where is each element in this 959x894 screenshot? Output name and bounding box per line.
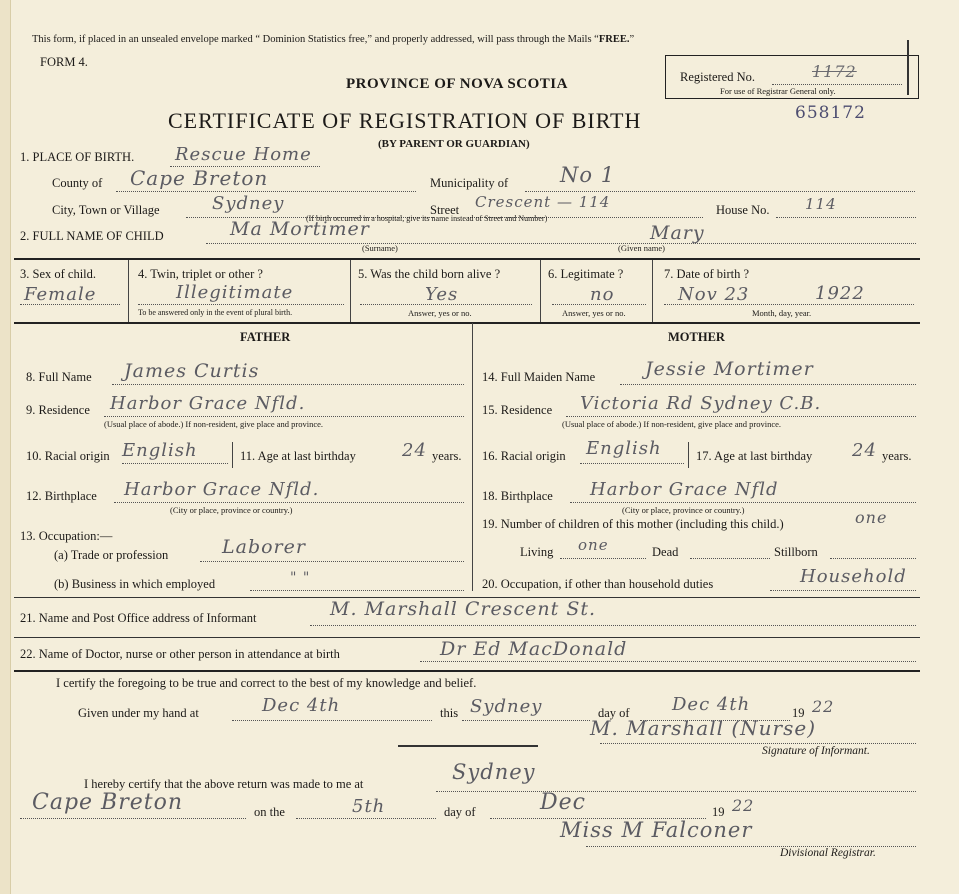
mother-age-unit: years.	[882, 449, 912, 463]
year-prefix: 19	[792, 706, 805, 720]
given-line	[232, 720, 432, 721]
col-sep-1	[128, 260, 129, 322]
county-label: County of	[52, 176, 103, 190]
mother-occupation-label: 20. Occupation, if other than household duties	[482, 577, 714, 591]
date-year: 1922	[815, 283, 865, 304]
mother-stillborn-label: Stillborn	[774, 545, 818, 559]
street-label: Street	[430, 203, 460, 217]
mother-birthplace-value: Harbor Grace Nfld	[590, 479, 779, 500]
mother-origin-label: 16. Racial origin	[482, 449, 566, 463]
this-line	[462, 720, 590, 721]
registrar-day-of-label: day of	[444, 805, 476, 819]
twin-line	[138, 304, 344, 305]
mail-notice-free: FREE.	[598, 34, 630, 45]
registrar-month-value: Dec	[540, 790, 586, 815]
street-value: Crescent — 114	[475, 193, 611, 211]
informant-label: 21. Name and Post Office address of Informant	[20, 611, 257, 625]
child-given-value: Mary	[650, 222, 705, 244]
registered-value: 1172	[812, 62, 857, 81]
col-sep-4	[652, 260, 653, 322]
twin-label: 4. Twin, triplet or other ?	[138, 267, 263, 281]
sex-value: Female	[24, 284, 97, 305]
mother-children-value: one	[855, 508, 888, 527]
given-value: Dec 4th	[262, 695, 341, 716]
certificate-subtitle: (BY PARENT OR GUARDIAN)	[378, 138, 530, 150]
province-heading: PROVINCE OF NOVA SCOTIA	[346, 76, 568, 92]
registrar-signature: Miss M Falconer	[560, 818, 753, 842]
col-sep-3	[540, 260, 541, 322]
county-line	[116, 191, 416, 192]
mother-occupation-value: Household	[800, 566, 907, 587]
house-label: House No.	[716, 203, 770, 217]
father-age-label: 11. Age at last birthday	[240, 449, 356, 463]
place-label: 1. PLACE OF BIRTH.	[20, 150, 135, 164]
father-heading: FATHER	[240, 330, 291, 344]
father-business-line	[250, 590, 464, 591]
father-name-line	[112, 384, 464, 385]
father-birthplace-value: Harbor Grace Nfld.	[124, 479, 320, 500]
day-of-label: day of	[598, 706, 630, 720]
father-occupation-label: 13. Occupation:—	[20, 529, 113, 543]
doctor-label: 22. Name of Doctor, nurse or other person in attendance at birth	[20, 647, 340, 661]
date-label: 7. Date of birth ?	[664, 267, 750, 281]
given-label: Given under my hand at	[78, 706, 199, 720]
form-number: FORM 4.	[40, 55, 88, 69]
father-name-value: James Curtis	[124, 360, 260, 382]
registrar-line	[436, 791, 916, 792]
father-origin-label: 10. Racial origin	[26, 449, 110, 463]
registrar-line-value: Sydney	[452, 760, 536, 784]
county-value: Cape Breton	[130, 166, 269, 190]
mother-birthplace-label: 18. Birthplace	[482, 489, 553, 503]
mother-origin-sep	[688, 442, 689, 468]
registrar-line-label: I hereby certify that the above return was made to me at	[84, 777, 364, 791]
father-birthplace-note: (City or place, province or country.)	[170, 505, 293, 515]
mother-origin-value: English	[586, 438, 662, 459]
mother-age-label: 17. Age at last birthday	[696, 449, 813, 463]
father-age-unit: years.	[432, 449, 462, 463]
mother-living-line	[560, 558, 646, 559]
mail-notice	[32, 34, 634, 45]
father-residence-label: 9. Residence	[26, 403, 90, 417]
day-line	[296, 818, 436, 819]
mother-name-label: 14. Full Maiden Name	[482, 370, 596, 384]
date-note: Month, day, year.	[752, 308, 812, 318]
father-residence-value: Harbor Grace Nfld.	[110, 393, 306, 414]
year-value: 22	[812, 697, 835, 716]
mother-name-line	[620, 384, 916, 385]
child-line	[206, 243, 916, 244]
street-note: (If birth occurred in a hospital, give its name instead of Street and Number)	[306, 214, 548, 223]
this-value: Sydney	[470, 696, 543, 717]
father-business-value: " "	[290, 570, 311, 586]
mother-heading: MOTHER	[668, 330, 725, 344]
father-birthplace-line	[114, 502, 464, 503]
given-caption: (Given name)	[618, 243, 665, 253]
father-trade-line	[200, 561, 464, 562]
municipality-label: Municipality of	[430, 176, 509, 190]
divider-certify	[14, 670, 920, 672]
day-of-value: Dec 4th	[672, 694, 751, 715]
mother-stillborn-line	[830, 558, 916, 559]
paper-edge	[0, 0, 11, 894]
stamp-number: 658172	[795, 103, 866, 123]
mother-dead-label: Dead	[652, 545, 679, 559]
stamp-mark	[907, 40, 909, 95]
alive-label: 5. Was the child born alive ?	[358, 267, 501, 281]
registrar-caption: Divisional Registrar.	[780, 847, 876, 859]
father-birthplace-label: 12. Birthplace	[26, 489, 97, 503]
father-origin-sep	[232, 442, 233, 468]
divider-mid	[14, 322, 920, 324]
registrar-use-note: For use of Registrar General only.	[720, 86, 836, 96]
certificate-title: CERTIFICATE OF REGISTRATION OF BIRTH	[168, 108, 642, 133]
certify-statement: I certify the foregoing to be true and correct to the best of my knowledge and belief.	[56, 676, 477, 690]
surname-caption: (Surname)	[362, 243, 398, 253]
registrar-county-value: Cape Breton	[32, 790, 184, 815]
municipality-line	[525, 191, 915, 192]
child-surname-value: Ma Mortimer	[230, 218, 370, 240]
registrar-county-line	[20, 818, 246, 819]
father-origin-line	[122, 463, 228, 464]
mother-living-value: one	[578, 536, 609, 554]
alive-note: Answer, yes or no.	[408, 308, 472, 318]
alive-value: Yes	[425, 284, 459, 305]
informant-signature: M. Marshall (Nurse)	[590, 716, 817, 740]
mother-birthplace-note: (City or place, province or country.)	[622, 505, 745, 515]
this-label: this	[440, 706, 459, 720]
father-residence-line	[104, 416, 464, 417]
mother-residence-value: Victoria Rd Sydney C.B.	[580, 393, 822, 414]
father-business-label: (b) Business in which employed	[54, 577, 216, 591]
mail-notice-text: This form, if placed in an unsealed envelope marked “ Dominion Statistics free,” and properly addressed, will pass through the Mails “	[32, 34, 599, 45]
registrar-year-prefix: 19	[712, 805, 725, 819]
house-line	[776, 217, 916, 218]
date-value: Nov 23	[678, 284, 750, 305]
mail-notice-close: ”	[629, 34, 635, 45]
doctor-value: Dr Ed MacDonald	[440, 638, 628, 660]
mother-origin-line	[580, 463, 684, 464]
divider-top	[14, 258, 920, 260]
city-label: City, Town or Village	[52, 203, 160, 217]
mother-living-label: Living	[520, 545, 554, 559]
municipality-value: No 1	[560, 163, 616, 187]
child-label: 2. FULL NAME OF CHILD	[20, 229, 164, 243]
mother-name-value: Jessie Mortimer	[645, 358, 814, 380]
registered-line	[772, 84, 902, 85]
informant-line	[310, 625, 916, 626]
mother-children-label: 19. Number of children of this mother (including this child.)	[482, 517, 784, 531]
father-trade-label: (a) Trade or profession	[54, 548, 169, 562]
mother-occupation-line	[770, 590, 916, 591]
separator-rule	[398, 745, 538, 747]
registrar-day-value: 5th	[352, 796, 386, 817]
col-sep-2	[350, 260, 351, 322]
mother-dead-line	[690, 558, 770, 559]
legit-value: no	[590, 284, 615, 305]
doctor-line	[420, 661, 916, 662]
mother-residence-line	[566, 416, 916, 417]
informant-signature-line	[600, 743, 916, 744]
parents-divider	[472, 323, 473, 591]
father-name-label: 8. Full Name	[26, 370, 92, 384]
informant-value: M. Marshall Crescent St.	[330, 598, 597, 620]
on-the-label: on the	[254, 805, 285, 819]
mother-birthplace-line	[570, 502, 916, 503]
sex-label: 3. Sex of child.	[20, 267, 97, 281]
house-value: 114	[805, 195, 837, 213]
mother-age-value: 24	[852, 440, 877, 461]
registrar-year-value: 22	[732, 796, 755, 815]
registered-label: Registered No.	[680, 70, 755, 84]
city-value: Sydney	[212, 193, 285, 214]
mother-residence-note: (Usual place of abode.) If non-resident, give place and province.	[562, 419, 782, 429]
legit-label: 6. Legitimate ?	[548, 267, 624, 281]
twin-value: Illegitimate	[176, 282, 294, 303]
signature-caption: Signature of Informant.	[762, 745, 870, 757]
father-age-value: 24	[402, 440, 427, 461]
father-residence-note: (Usual place of abode.) If non-resident, give place and province.	[104, 419, 324, 429]
father-trade-value: Laborer	[222, 536, 306, 558]
legit-note: Answer, yes or no.	[562, 308, 626, 318]
twin-note: To be answered only in the event of plural birth.	[138, 308, 293, 317]
place-value: Rescue Home	[175, 144, 312, 165]
father-origin-value: English	[122, 440, 198, 461]
mother-residence-label: 15. Residence	[482, 403, 553, 417]
